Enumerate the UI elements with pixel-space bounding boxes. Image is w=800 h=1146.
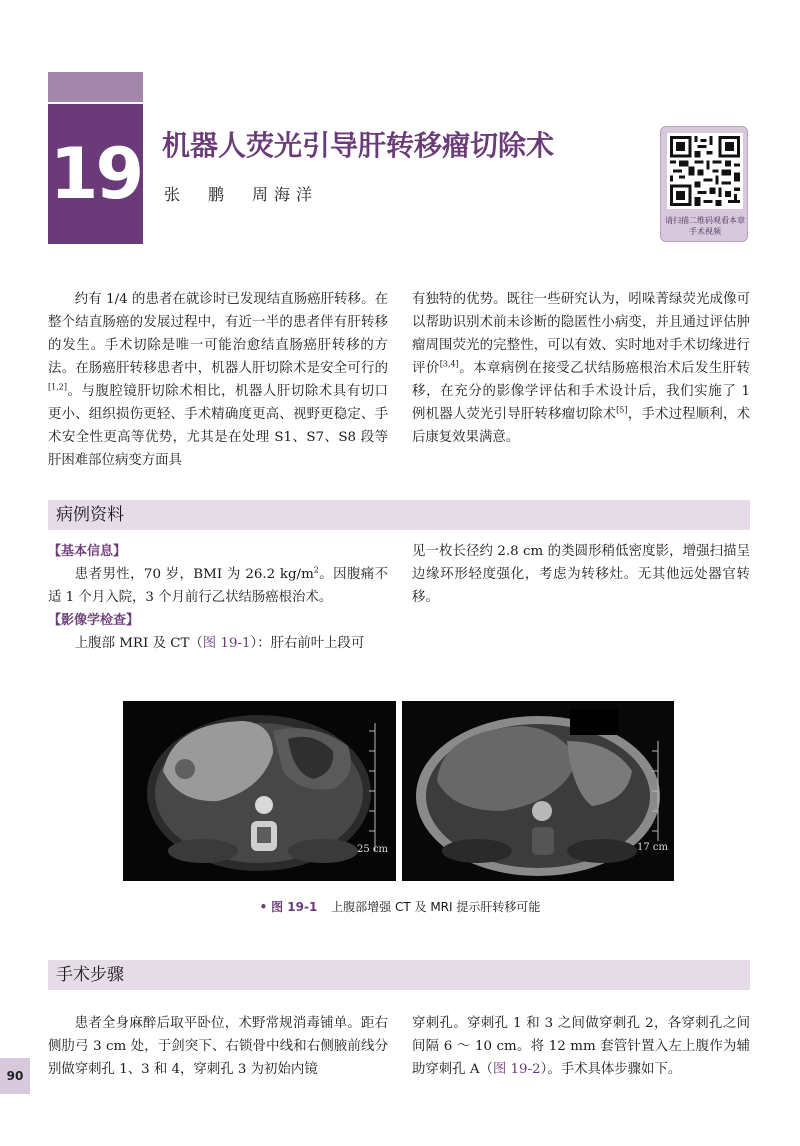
surgery-right-text-1: 穿刺孔。穿刺孔 1 和 3 之间做穿刺孔 2，各穿刺孔之间间隔 6 ～ 10 cm。将 12 mm 套管针置入左上腹作为辅助穿刺孔 A（ — [412, 1016, 750, 1077]
mri-scale-label: 17 cm — [637, 842, 668, 853]
citation-ref[interactable]: [5] — [616, 405, 628, 415]
intro-left-column — [48, 288, 388, 472]
qr-code-icon — [667, 133, 743, 209]
figure-caption-bullet: • — [259, 900, 268, 914]
mri-scan-image — [402, 701, 674, 881]
imaging-text-2: ）：肝右前叶上段可 — [250, 636, 365, 651]
case-right-text: 见一枚长径约 2.8 cm 的类圆形稍低密度影，增强扫描呈边缘环形轻度强化，考虑为转移灶。无其他远处器官转移。 — [412, 544, 750, 605]
imaging-text-1: 上腹部 MRI 及 CT（ — [74, 636, 203, 651]
surgery-left-text: 患者全身麻醉后取平卧位，术野常规消毒铺单。距右侧肋弓 3 cm 处，于剑突下、右锁骨中线和右侧腋前线分别做穿刺孔 1、3 和 4，穿刺孔 3 为初始内镜 — [48, 1016, 388, 1077]
page-number: 90 — [0, 1058, 30, 1094]
chapter-authors: 张 鹏 周海洋 — [164, 185, 319, 204]
figure-caption — [0, 898, 800, 915]
surgery-left-column — [48, 1012, 388, 1081]
intro-right-column — [412, 288, 750, 449]
qr-caption: 请扫描二维码观看本章手术视频 — [665, 216, 745, 236]
figure-caption-text: 上腹部增强 CT 及 MRI 提示肝转移可能 — [331, 900, 541, 914]
section-heading-case: 病例资料 — [48, 500, 750, 530]
figure-link[interactable]: 图 19-2 — [492, 1062, 541, 1077]
intro-right-text-3: ，手术过程顺利，术后康复效果满意。 — [412, 407, 751, 445]
chapter-tab-decoration — [48, 72, 143, 102]
subheading-basic-info: 【基本信息】 — [48, 544, 127, 559]
ct-scan-image — [123, 701, 396, 881]
qr-code-card[interactable] — [660, 126, 748, 242]
figure-caption-number: 图 19-1 — [271, 900, 318, 914]
intro-right-text-1: 有独特的优势。既往一些研究认为，吲哚菁绿荧光成像可以帮助识别术前未诊断的隐匿性小病变，并且通过评估肿瘤周围荧光的完整性，可以有效、实时地对手术切缘进行评价 — [412, 292, 750, 376]
surgery-right-column — [412, 1012, 750, 1081]
intro-left-text-1: 约有 1/4 的患者在就诊时已发现结直肠癌肝转移。在整个结直肠癌的发展过程中，有近一半的患者伴有肝转移的发生。手术切除是唯一可能治愈结直肠癌肝转移的方法。在肠癌肝转移患者中，机器人肝切除术是安全可行的 — [48, 292, 388, 376]
chapter-title: 机器人荧光引导肝转移瘤切除术 — [162, 129, 555, 162]
figure-link[interactable]: 图 19-1 — [202, 636, 251, 651]
subheading-imaging: 【影像学检查】 — [48, 613, 140, 628]
superscript: 2 — [313, 565, 319, 575]
section-heading-surgery: 手术步骤 — [48, 960, 750, 990]
basic-info-text-1: 患者男性，70 岁，BMI 为 26.2 kg/m — [74, 567, 314, 582]
citation-ref[interactable]: [1,2] — [48, 382, 67, 392]
citation-ref[interactable]: [3,4] — [439, 359, 459, 369]
intro-left-text-2: 。与腹腔镜肝切除术相比，机器人肝切除术具有切口更小、组织损伤更轻、手术精确度更高、视野更稳定、手术安全性更高等优势，尤其是在处理 S1、S7、S8 段等肝困难部位病变方面具 — [48, 384, 388, 468]
basic-info-text-2: 。因腹痛不适 1 个月入院，3 个月前行乙状结肠癌根治术。 — [48, 567, 388, 605]
intro-right-text-2: 。本章病例在接受乙状结肠癌根治术后发生肝转移，在充分的影像学评估和手术设计后，我们实施了 1 例机器人荧光引导肝转移瘤切除术 — [412, 361, 751, 422]
surgery-right-text-2: ）。手术具体步骤如下。 — [540, 1062, 682, 1077]
case-left-column — [48, 540, 388, 655]
chapter-number: 19 — [48, 104, 143, 244]
case-right-column — [412, 540, 750, 609]
ct-scale-label: 25 cm — [357, 844, 388, 855]
